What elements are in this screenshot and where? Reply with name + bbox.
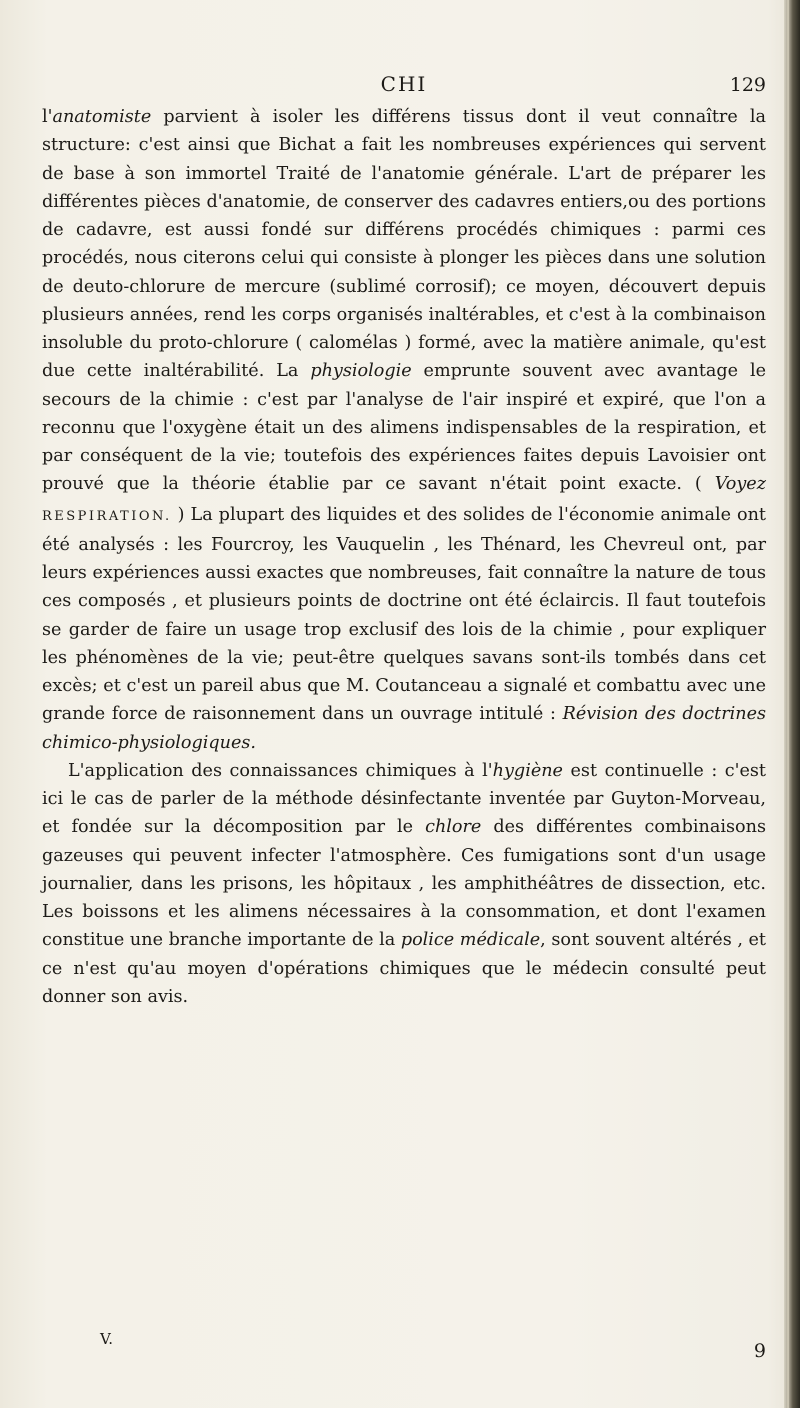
paragraph-1 xyxy=(42,103,766,757)
signature-mark: V. xyxy=(100,1330,113,1348)
text-run: l' xyxy=(42,107,53,127)
text-run: est continuelle : c'est ici le cas de parler de la méthode désinfectante inventée par Guyton-Morveau, et fondée sur la décomposition par le xyxy=(42,760,766,838)
text-run: L'application des connaissances chimiques à l' xyxy=(68,760,493,781)
italic-text: anatomiste xyxy=(52,107,152,127)
running-head: CHI xyxy=(380,72,428,96)
italic-text: hygiène xyxy=(492,760,563,781)
text-run: , sont souvent altérés , et ce n'est qu'au moyen d'opérations chimiques que le médecin consulté peut donner son avis. xyxy=(42,930,766,1007)
page-number: 129 xyxy=(729,74,766,96)
text-run: emprunte souvent avec avantage le secours de la chimie : c'est par l'analyse de l'air inspiré et expiré, que l'on a reconnu que l'oxygène était un des alimens indispensables de la respiration, et par conséquent de la vie; toutefois des expériences faites depuis Lavoisier ont prouvé que la théorie établie par ce savant n'était point exacte. ( xyxy=(42,361,767,495)
cross-reference: RESPIRATION. xyxy=(42,508,172,524)
italic-text: Révision des doctrines chimico-physiologiques. xyxy=(42,704,767,753)
italic-text: Voyez xyxy=(714,474,766,495)
page-edge-shadow xyxy=(784,0,800,1408)
text-run: des différentes combinaisons gazeuses qui peuvent infecter l'atmosphère. Ces fumigations sont d'un usage journalier, dans les prisons, les hôpitaux , les amphithéâtres de dissection, etc. Les boissons et les alimens nécessaires à la consommation, et dont l'examen constitue une branche importante de la xyxy=(42,817,766,951)
body-text xyxy=(42,103,766,1011)
italic-text: physiologie xyxy=(310,361,412,382)
page-footer xyxy=(42,1330,766,1370)
paragraph-2 xyxy=(42,757,766,1011)
sheet-number: 9 xyxy=(753,1340,766,1362)
italic-text: chlore xyxy=(425,817,482,838)
text-run: parvient à isoler les différens tissus dont il veut connaître la structure: c'est ainsi que Bichat a fait les nombreuses expériences qui servent de base à son immortel Traité de l'anatomie générale. L'art de préparer les différentes pièces d'anatomie, de conserver des cadavres entiers,ou des portions de cadavre, est aussi fondé sur différens procédés chimiques : parmi ces procédés, nous citerons celui qui consiste à plonger les pièces dans une solution de deuto-chlorure de mercure (sublimé corrosif); ce moyen, découvert depuis plusieurs années, rend les corps organisés inaltérables, et c'est à la combinaison insoluble du proto-chlorure ( calomélas ) formé, avec la matière animale, qu'est due cette inaltérabilité. La xyxy=(42,107,766,382)
page-header xyxy=(42,72,766,104)
italic-text: police médicale xyxy=(400,930,541,951)
text-run: ) La plupart des liquides et des solides de l'économie animale ont été analysés : les Fourcroy, les Vauquelin , les Thénard, les Chevreul ont, par leurs expériences aussi exactes que nombreuses, fait connaître la nature de tous ces composés , et plusieurs points de doctrine ont été éclaircis. Il faut toutefois se garder de faire un usage trop exclusif des lois de la chimie , pour expliquer les phénomènes de la vie; peut-être quelques savans sont-ils tombés dans cet excès; et c'est un pareil abus que M. Coutanceau a signalé et combattu avec une grande force de raisonnement dans un ouvrage intitulé : xyxy=(42,504,766,725)
